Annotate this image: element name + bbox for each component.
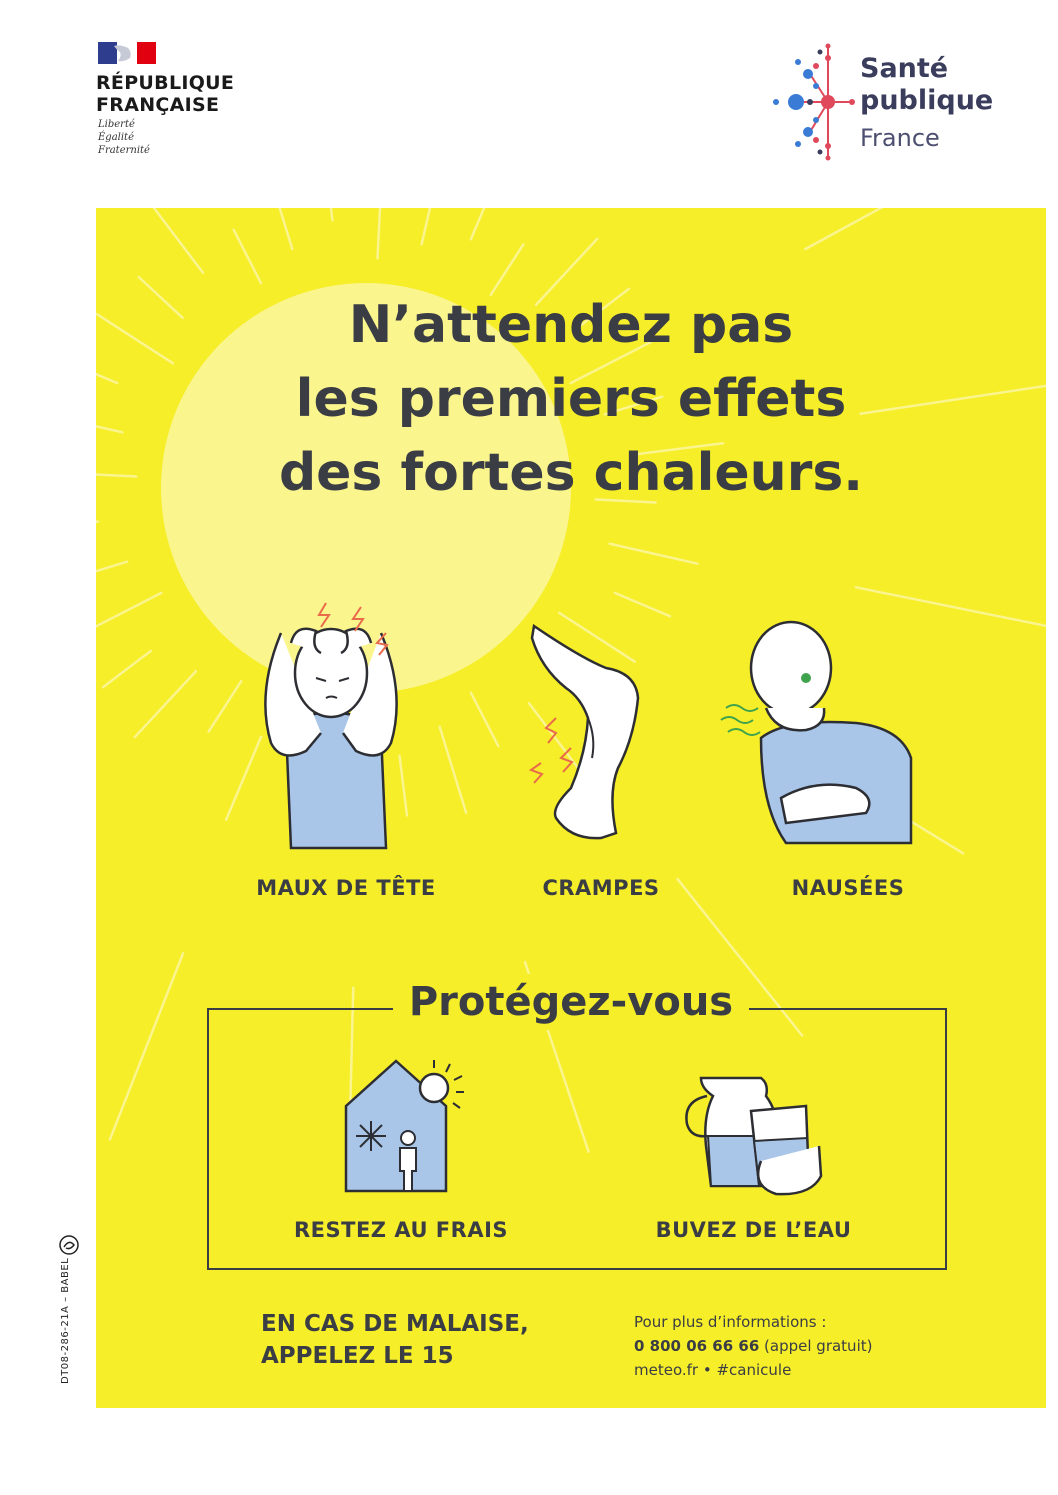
sun-ray xyxy=(377,208,381,258)
info-block xyxy=(634,1310,872,1382)
sun-ray xyxy=(325,208,332,220)
sun-ray xyxy=(96,562,127,580)
info-phone-line xyxy=(634,1334,872,1358)
sun-ray xyxy=(471,208,506,239)
marianne-flag-icon xyxy=(98,42,156,64)
sun-ray xyxy=(471,693,498,746)
protect-title-text: Protégez-vous xyxy=(393,974,749,1030)
sante-publique-france-logo xyxy=(770,40,1010,165)
emergency-call-text xyxy=(261,1308,529,1372)
headline-line3: des fortes chaleurs. xyxy=(278,443,864,503)
sun-ray xyxy=(96,522,98,533)
emergency-line1: EN CAS DE MALAISE, xyxy=(261,1311,529,1337)
motto-liberte: Liberté xyxy=(98,119,135,130)
print-reference-code: DT08-286-21A – BABEL xyxy=(60,1257,71,1384)
protect-label-drink-water: BUVEZ DE L’EAU xyxy=(655,1218,852,1242)
rf-name xyxy=(96,72,234,116)
sun-ray xyxy=(96,593,161,634)
rf-name-line1: RÉPUBLIQUE xyxy=(96,72,235,94)
leg-cramp-icon xyxy=(526,618,656,848)
rf-motto xyxy=(98,118,150,157)
sun-ray xyxy=(209,681,242,731)
sun-ray xyxy=(135,671,196,737)
sun-ray xyxy=(103,651,151,687)
water-jug-glass-icon xyxy=(681,1066,826,1201)
headline xyxy=(96,288,1046,510)
protect-label-stay-cool: RESTEZ AU FRAIS xyxy=(293,1218,509,1242)
symptom-label-cramps: CRAMPES xyxy=(542,876,660,900)
spf-word-sante: Santé xyxy=(860,53,949,84)
molecule-network-icon xyxy=(770,40,862,164)
imprint-logo-icon xyxy=(58,1234,80,1256)
sun-ray xyxy=(610,544,698,564)
info-phone: 0 800 06 66 66 xyxy=(634,1337,760,1355)
emergency-line2: APPELEZ LE 15 xyxy=(261,1343,454,1369)
sun-ray xyxy=(422,208,435,244)
info-title: Pour plus d’informations : xyxy=(634,1313,827,1331)
sun-ray xyxy=(440,727,467,813)
heatwave-poster xyxy=(96,208,1046,1408)
spf-word-france: France xyxy=(860,124,940,152)
sun-ray xyxy=(149,208,203,273)
sun-ray xyxy=(266,208,293,249)
cool-house-icon xyxy=(336,1046,476,1196)
headache-person-icon xyxy=(251,593,411,853)
sun-ray xyxy=(234,230,261,283)
motto-fraternite: Fraternité xyxy=(98,145,150,156)
nausea-person-icon xyxy=(706,608,916,853)
rf-name-line2: FRANÇAISE xyxy=(96,94,220,116)
headline-line1: N’attendez pas xyxy=(348,295,794,355)
protect-title xyxy=(96,974,1046,1030)
symptom-label-headache: MAUX DE TÊTE xyxy=(256,876,436,900)
headline-line2: les premiers effets xyxy=(295,369,847,429)
motto-egalite: Égalité xyxy=(98,132,134,143)
spf-word-publique: publique xyxy=(860,85,994,116)
symptom-label-nausea: NAUSÉES xyxy=(791,876,905,900)
sun-ray xyxy=(805,208,981,249)
info-web: meteo.fr • #canicule xyxy=(634,1361,792,1379)
sun-ray xyxy=(615,593,670,616)
info-phone-note: (appel gratuit) xyxy=(764,1337,873,1355)
